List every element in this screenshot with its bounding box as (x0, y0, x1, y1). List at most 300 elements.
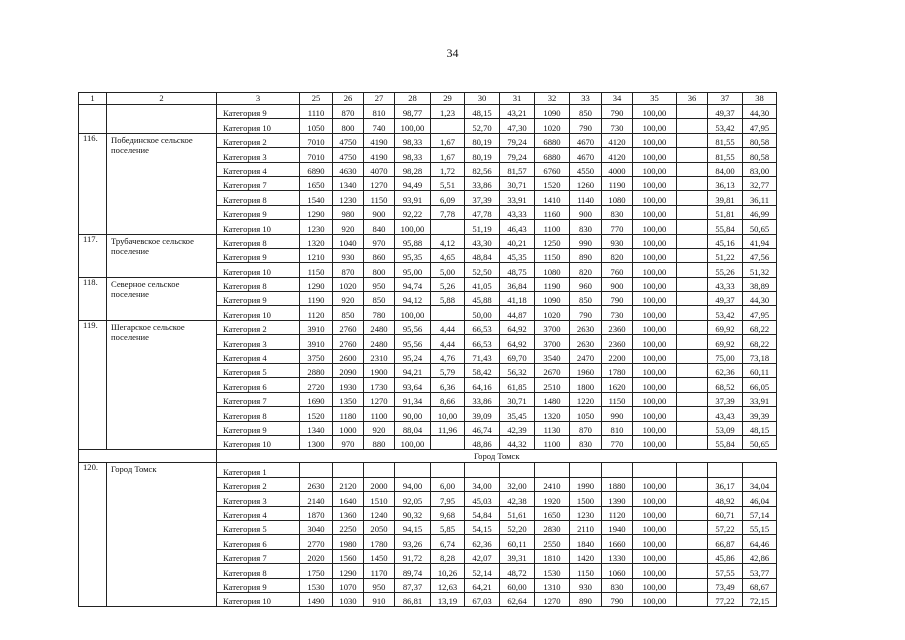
settlement-name: Город Томск (107, 463, 217, 607)
value-cell: 64,16 (465, 378, 500, 392)
table-row (79, 133, 777, 147)
value-cell: 1230 (300, 220, 333, 234)
table-row (79, 234, 777, 248)
value-cell (602, 463, 633, 477)
value-cell: 92,22 (395, 205, 431, 219)
page-number: 34 (446, 46, 459, 60)
value-cell: 48,86 (465, 435, 500, 449)
value-cell: 2000 (364, 477, 395, 491)
column-header: 29 (431, 93, 465, 105)
category-cell: Категория 10 (217, 592, 300, 606)
value-cell: 51,61 (500, 506, 535, 520)
value-cell: 1500 (570, 492, 602, 506)
category-cell: Категория 9 (217, 105, 300, 119)
value-cell: 94,74 (395, 277, 431, 291)
value-cell: 840 (364, 220, 395, 234)
value-cell: 920 (333, 220, 364, 234)
value-cell: 100,00 (633, 162, 677, 176)
value-cell: 80,19 (465, 148, 500, 162)
value-cell: 75,00 (708, 349, 743, 363)
value-cell: 1150 (300, 263, 333, 277)
value-cell: 49,37 (708, 292, 743, 306)
column-header: 32 (535, 93, 570, 105)
value-cell: 5,88 (431, 292, 465, 306)
value-cell: 730 (602, 119, 633, 133)
value-cell: 100,00 (633, 435, 677, 449)
value-cell (431, 306, 465, 320)
value-cell: 44,30 (743, 292, 777, 306)
value-cell: 100,00 (633, 407, 677, 421)
value-cell: 49,37 (708, 105, 743, 119)
value-cell (677, 105, 708, 119)
value-cell: 62,36 (708, 364, 743, 378)
value-cell: 2830 (535, 520, 570, 534)
value-cell: 34,04 (743, 477, 777, 491)
settlement-index: 119. (79, 320, 107, 450)
value-cell: 47,95 (743, 119, 777, 133)
value-cell (677, 592, 708, 606)
value-cell (677, 248, 708, 262)
value-cell: 2880 (300, 364, 333, 378)
value-cell: 92,05 (395, 492, 431, 506)
value-cell: 93,64 (395, 378, 431, 392)
value-cell: 100,00 (633, 220, 677, 234)
value-cell: 890 (570, 248, 602, 262)
value-cell: 36,84 (500, 277, 535, 291)
value-cell: 800 (333, 119, 364, 133)
category-cell: Категория 6 (217, 535, 300, 549)
value-cell: 1660 (602, 535, 633, 549)
value-cell (500, 463, 535, 477)
value-cell: 100,00 (633, 477, 677, 491)
value-cell (677, 234, 708, 248)
value-cell: 1050 (300, 119, 333, 133)
value-cell: 4670 (570, 148, 602, 162)
settlement-index: 118. (79, 277, 107, 320)
value-cell: 1210 (300, 248, 333, 262)
value-cell: 47,56 (743, 248, 777, 262)
value-cell: 91,34 (395, 392, 431, 406)
value-cell (395, 463, 431, 477)
value-cell: 5,00 (431, 263, 465, 277)
value-cell: 48,15 (465, 105, 500, 119)
value-cell (431, 435, 465, 449)
value-cell: 57,55 (708, 564, 743, 578)
value-cell: 6880 (535, 133, 570, 147)
value-cell: 1090 (535, 105, 570, 119)
value-cell: 960 (570, 277, 602, 291)
value-cell: 1040 (333, 234, 364, 248)
value-cell: 950 (364, 578, 395, 592)
value-cell: 1620 (602, 378, 633, 392)
value-cell: 40,21 (500, 234, 535, 248)
value-cell: 47,30 (500, 119, 535, 133)
value-cell: 41,18 (500, 292, 535, 306)
value-cell: 740 (364, 119, 395, 133)
value-cell: 1240 (364, 506, 395, 520)
value-cell: 100,00 (633, 148, 677, 162)
category-cell: Категория 9 (217, 578, 300, 592)
value-cell: 100,00 (633, 277, 677, 291)
value-cell: 11,96 (431, 421, 465, 435)
value-cell: 100,00 (633, 248, 677, 262)
value-cell (677, 148, 708, 162)
value-cell: 1270 (535, 592, 570, 606)
value-cell: 810 (602, 421, 633, 435)
value-cell: 77,22 (708, 592, 743, 606)
column-header: 26 (333, 93, 364, 105)
value-cell: 45,03 (465, 492, 500, 506)
value-cell: 3750 (300, 349, 333, 363)
value-cell: 1990 (570, 477, 602, 491)
value-cell: 1940 (602, 520, 633, 534)
column-header: 34 (602, 93, 633, 105)
value-cell (677, 349, 708, 363)
value-cell: 1270 (364, 176, 395, 190)
value-cell: 86,81 (395, 592, 431, 606)
value-cell: 53,42 (708, 306, 743, 320)
value-cell: 790 (602, 592, 633, 606)
value-cell: 1360 (333, 506, 364, 520)
value-cell: 80,19 (465, 133, 500, 147)
value-cell (364, 463, 395, 477)
value-cell: 43,33 (708, 277, 743, 291)
value-cell: 1750 (300, 564, 333, 578)
value-cell: 45,16 (708, 234, 743, 248)
column-header: 35 (633, 93, 677, 105)
value-cell: 45,88 (465, 292, 500, 306)
value-cell: 830 (602, 578, 633, 592)
value-cell: 1150 (570, 564, 602, 578)
value-cell: 36,11 (743, 191, 777, 205)
category-cell: Категория 10 (217, 263, 300, 277)
value-cell: 2110 (570, 520, 602, 534)
value-cell: 760 (602, 263, 633, 277)
value-cell: 55,26 (708, 263, 743, 277)
value-cell: 43,43 (708, 407, 743, 421)
section-title: Город Томск (217, 450, 777, 463)
value-cell: 100,00 (633, 549, 677, 563)
category-cell: Категория 2 (217, 320, 300, 334)
value-cell: 100,00 (633, 578, 677, 592)
value-cell: 950 (364, 277, 395, 291)
value-cell: 46,99 (743, 205, 777, 219)
value-cell: 80,58 (743, 148, 777, 162)
value-cell: 2120 (333, 477, 364, 491)
value-cell: 98,28 (395, 162, 431, 176)
value-cell: 68,22 (743, 335, 777, 349)
value-cell: 64,92 (500, 320, 535, 334)
value-cell (431, 463, 465, 477)
column-header: 1 (79, 93, 107, 105)
column-header: 28 (395, 93, 431, 105)
value-cell: 2760 (333, 320, 364, 334)
column-header: 36 (677, 93, 708, 105)
value-cell: 4,76 (431, 349, 465, 363)
value-cell (677, 421, 708, 435)
value-cell: 1310 (535, 578, 570, 592)
value-cell: 1080 (602, 191, 633, 205)
value-cell: 1020 (333, 277, 364, 291)
value-cell: 790 (570, 119, 602, 133)
settlement-index (79, 105, 107, 134)
value-cell: 1840 (570, 535, 602, 549)
value-cell: 3700 (535, 320, 570, 334)
value-cell: 930 (602, 234, 633, 248)
value-cell: 1190 (300, 292, 333, 306)
value-cell: 1490 (300, 592, 333, 606)
value-cell: 37,39 (708, 392, 743, 406)
value-cell: 67,03 (465, 592, 500, 606)
value-cell: 44,87 (500, 306, 535, 320)
value-cell: 4550 (570, 162, 602, 176)
value-cell: 6,00 (431, 477, 465, 491)
value-cell: 830 (570, 220, 602, 234)
value-cell: 39,81 (708, 191, 743, 205)
value-cell: 4670 (570, 133, 602, 147)
value-cell: 58,42 (465, 364, 500, 378)
value-cell: 910 (364, 592, 395, 606)
value-cell: 4190 (364, 133, 395, 147)
value-cell: 1060 (602, 564, 633, 578)
settlement-name: Побединское сельское поселение (107, 133, 217, 234)
value-cell: 43,30 (465, 234, 500, 248)
value-cell: 100,00 (395, 119, 431, 133)
value-cell: 72,15 (743, 592, 777, 606)
value-cell (677, 335, 708, 349)
value-cell: 100,00 (633, 421, 677, 435)
value-cell: 48,72 (500, 564, 535, 578)
value-cell: 1230 (570, 506, 602, 520)
value-cell: 1320 (535, 407, 570, 421)
value-cell: 95,00 (395, 263, 431, 277)
category-cell: Категория 6 (217, 378, 300, 392)
value-cell: 920 (333, 292, 364, 306)
value-cell: 1480 (535, 392, 570, 406)
value-cell: 1100 (535, 435, 570, 449)
category-cell: Категория 3 (217, 335, 300, 349)
category-cell: Категория 9 (217, 421, 300, 435)
value-cell (333, 463, 364, 477)
value-cell: 52,50 (465, 263, 500, 277)
value-cell: 45,35 (500, 248, 535, 262)
value-cell: 100,00 (395, 220, 431, 234)
settlement-index: 120. (79, 463, 107, 607)
value-cell: 48,92 (708, 492, 743, 506)
value-cell: 100,00 (633, 320, 677, 334)
value-cell: 1900 (364, 364, 395, 378)
value-cell: 42,39 (500, 421, 535, 435)
value-cell: 1020 (535, 119, 570, 133)
value-cell: 1290 (300, 277, 333, 291)
value-cell: 93,26 (395, 535, 431, 549)
value-cell: 8,66 (431, 392, 465, 406)
value-cell: 100,00 (633, 592, 677, 606)
value-cell: 90,00 (395, 407, 431, 421)
value-cell (431, 220, 465, 234)
value-cell: 51,19 (465, 220, 500, 234)
category-cell: Категория 8 (217, 277, 300, 291)
value-cell (465, 463, 500, 477)
value-cell: 55,15 (743, 520, 777, 534)
value-cell: 34,00 (465, 477, 500, 491)
value-cell: 2760 (333, 335, 364, 349)
category-cell: Категория 1 (217, 463, 300, 477)
category-cell: Категория 9 (217, 248, 300, 262)
value-cell: 2600 (333, 349, 364, 363)
value-cell (708, 463, 743, 477)
value-cell: 1150 (535, 248, 570, 262)
section-blank-cell (79, 450, 217, 463)
table-row (79, 277, 777, 291)
value-cell (677, 435, 708, 449)
value-cell: 95,56 (395, 335, 431, 349)
value-cell: 48,15 (743, 421, 777, 435)
value-cell: 36,17 (708, 477, 743, 491)
value-cell: 8,28 (431, 549, 465, 563)
value-cell: 1870 (300, 506, 333, 520)
value-cell: 2670 (535, 364, 570, 378)
value-cell: 1960 (570, 364, 602, 378)
value-cell: 100,00 (633, 292, 677, 306)
value-cell: 970 (364, 234, 395, 248)
value-cell: 66,53 (465, 320, 500, 334)
value-cell: 30,71 (500, 176, 535, 190)
category-cell: Категория 10 (217, 220, 300, 234)
value-cell: 7,95 (431, 492, 465, 506)
value-cell (677, 463, 708, 477)
value-cell: 60,71 (708, 506, 743, 520)
value-cell: 3910 (300, 320, 333, 334)
value-cell: 1780 (602, 364, 633, 378)
value-cell: 46,04 (743, 492, 777, 506)
value-cell: 68,52 (708, 378, 743, 392)
value-cell: 33,86 (465, 176, 500, 190)
value-cell: 920 (364, 421, 395, 435)
value-cell: 1160 (535, 205, 570, 219)
value-cell: 100,00 (633, 133, 677, 147)
value-cell: 1520 (535, 176, 570, 190)
value-cell: 2770 (300, 535, 333, 549)
value-cell: 4000 (602, 162, 633, 176)
value-cell: 100,00 (633, 506, 677, 520)
value-cell: 1,67 (431, 148, 465, 162)
value-cell: 95,35 (395, 248, 431, 262)
value-cell: 1220 (570, 392, 602, 406)
column-header: 2 (107, 93, 217, 105)
value-cell: 100,00 (633, 535, 677, 549)
value-cell: 100,00 (633, 520, 677, 534)
value-cell: 79,24 (500, 148, 535, 162)
value-cell: 100,00 (633, 335, 677, 349)
value-cell: 60,11 (743, 364, 777, 378)
value-cell: 2310 (364, 349, 395, 363)
value-cell: 930 (570, 578, 602, 592)
value-cell: 51,22 (708, 248, 743, 262)
value-cell: 1150 (602, 392, 633, 406)
value-cell: 850 (333, 306, 364, 320)
value-cell (677, 176, 708, 190)
value-cell (677, 364, 708, 378)
value-cell: 1530 (300, 578, 333, 592)
value-cell: 1000 (333, 421, 364, 435)
value-cell: 45,86 (708, 549, 743, 563)
value-cell: 100,00 (633, 205, 677, 219)
value-cell: 2200 (602, 349, 633, 363)
value-cell (677, 205, 708, 219)
value-cell: 33,91 (500, 191, 535, 205)
value-cell: 6,36 (431, 378, 465, 392)
settlement-name (107, 105, 217, 134)
value-cell: 7,78 (431, 205, 465, 219)
value-cell: 970 (333, 435, 364, 449)
table-body (79, 93, 777, 607)
value-cell: 2020 (300, 549, 333, 563)
value-cell: 53,09 (708, 421, 743, 435)
value-cell: 47,78 (465, 205, 500, 219)
value-cell: 1780 (364, 535, 395, 549)
value-cell: 94,15 (395, 520, 431, 534)
category-cell: Категория 4 (217, 162, 300, 176)
value-cell: 1030 (333, 592, 364, 606)
value-cell: 860 (364, 248, 395, 262)
value-cell: 1350 (333, 392, 364, 406)
value-cell: 52,20 (500, 520, 535, 534)
value-cell: 820 (602, 248, 633, 262)
value-cell: 1250 (535, 234, 570, 248)
value-cell: 1330 (602, 549, 633, 563)
category-cell: Категория 8 (217, 234, 300, 248)
value-cell: 6760 (535, 162, 570, 176)
value-cell: 1230 (333, 191, 364, 205)
table-row (79, 463, 777, 477)
value-cell: 41,05 (465, 277, 500, 291)
value-cell: 2140 (300, 492, 333, 506)
value-cell: 81,57 (500, 162, 535, 176)
value-cell: 4,44 (431, 320, 465, 334)
value-cell: 1520 (300, 407, 333, 421)
value-cell: 2630 (300, 477, 333, 491)
value-cell: 4070 (364, 162, 395, 176)
value-cell: 830 (570, 435, 602, 449)
value-cell: 50,65 (743, 220, 777, 234)
value-cell: 81,55 (708, 133, 743, 147)
value-cell: 80,58 (743, 133, 777, 147)
value-cell: 53,77 (743, 564, 777, 578)
value-cell: 4,65 (431, 248, 465, 262)
category-cell: Категория 9 (217, 292, 300, 306)
value-cell: 32,00 (500, 477, 535, 491)
value-cell: 98,33 (395, 133, 431, 147)
value-cell: 780 (364, 306, 395, 320)
value-cell (677, 378, 708, 392)
value-cell: 1930 (333, 378, 364, 392)
value-cell: 900 (570, 205, 602, 219)
value-cell: 1110 (300, 105, 333, 119)
value-cell (677, 477, 708, 491)
value-cell: 830 (602, 205, 633, 219)
value-cell (677, 133, 708, 147)
value-cell: 73,18 (743, 349, 777, 363)
category-cell: Категория 2 (217, 133, 300, 147)
value-cell: 900 (602, 277, 633, 291)
settlement-name: Шегарское сельское поселение (107, 320, 217, 450)
category-cell: Категория 7 (217, 176, 300, 190)
value-cell: 4750 (333, 148, 364, 162)
value-cell: 47,95 (743, 306, 777, 320)
value-cell (677, 119, 708, 133)
value-cell: 3040 (300, 520, 333, 534)
